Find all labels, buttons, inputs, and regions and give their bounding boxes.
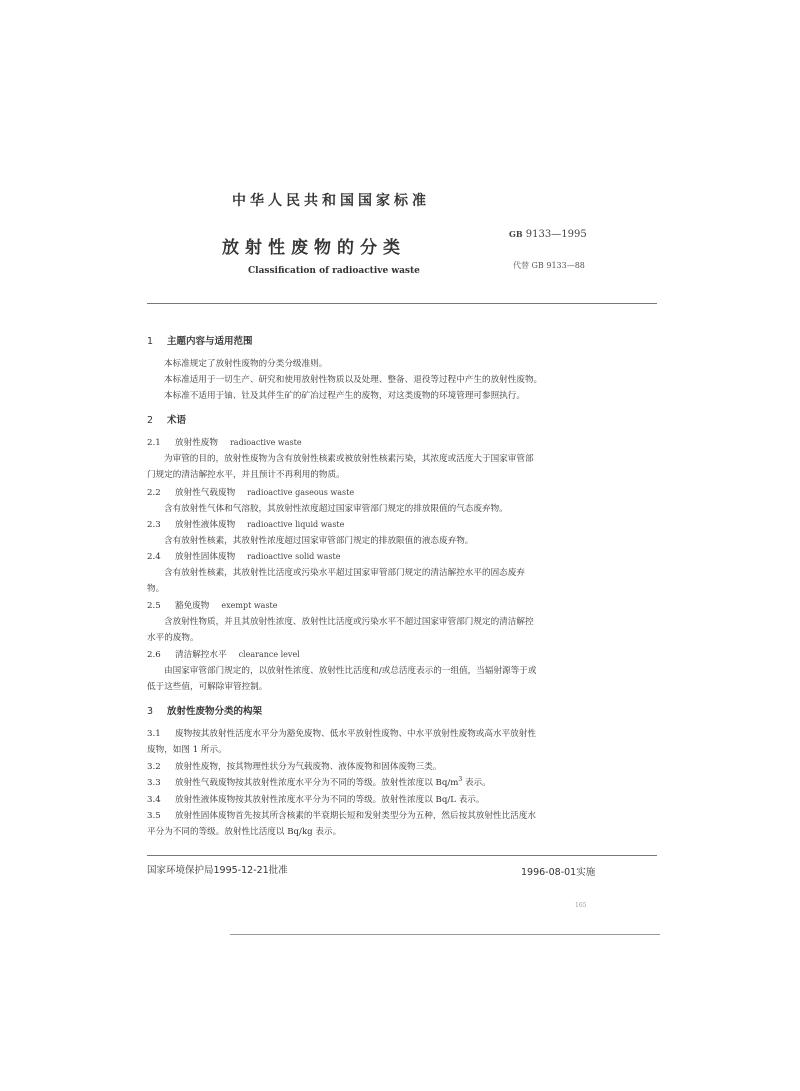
term-chinese: 放射性固体废物 (175, 552, 236, 562)
definition-line: 含有放射性气体和气溶胶，其放射性浓度超过国家审管部门规定的排放限值的气态废弃物。 (164, 504, 508, 514)
definition-line: 水平的废物。 (147, 633, 199, 643)
standard-name: 中华人民共和国国家标准 (232, 193, 430, 209)
term-2-1 (147, 436, 302, 448)
clause-line: 平分为不同的等级。放射性比活度以 Bq/kg 表示。 (147, 827, 342, 837)
term-number: 2.3 (147, 520, 161, 530)
term-chinese: 放射性液体废物 (175, 520, 236, 530)
clause-number: 3.4 (147, 795, 161, 805)
term-2-6 (147, 648, 300, 660)
definition-line: 物。 (147, 584, 165, 594)
clause-text: 放射性液体废物按其放射性浓度水平分为不同的等级。放射性浓度以 Bq/L 表示。 (175, 795, 485, 805)
term-2-4 (147, 550, 340, 562)
clause-number: 3.5 (147, 811, 161, 821)
section-number: 1 (147, 336, 154, 347)
definition-line: 由国家审管部门规定的，以放射性浓度、放射性比活度和/或总活度表示的一组值，当辐射源等于或 (164, 666, 537, 676)
term-number: 2.5 (147, 601, 161, 611)
definition-line: 为审管的目的，放射性废物为含有放射性核素或被放射性核素污染，其浓度或活度大于国家审管部 (164, 454, 534, 464)
term-chinese: 清洁解控水平 (175, 650, 227, 660)
clause-text: 放射性气载废物按其放射性浓度水平分为不同的等级。放射性浓度以 Bq/m (175, 778, 459, 788)
paragraph: 本标准规定了放射性废物的分类分级准则。 (164, 359, 328, 369)
clause-3-2 (147, 760, 441, 772)
section-number: 3 (147, 706, 154, 717)
clause-text-end: 表示。 (462, 778, 491, 788)
term-chinese: 放射性气载废物 (175, 488, 236, 498)
title-chinese: 放射性废物的分类 (222, 238, 406, 258)
section-number: 2 (147, 415, 154, 426)
definition-line: 含放射性物质，并且其放射性浓度、放射性比活度或污染水平不超过国家审管部门规定的清洁解控 (164, 617, 534, 627)
clause-3-5 (147, 809, 536, 821)
effective-date: 1996-08-01实施 (521, 867, 596, 878)
term-english: radioactive gaseous waste (247, 488, 355, 497)
definition-line: 含有放射性核素，其放射性浓度超过国家审管部门规定的排放限值的液态废弃物。 (164, 536, 474, 546)
clause-3-3 (147, 776, 491, 788)
paragraph: 本标准不适用于铀、钍及其伴生矿的矿冶过程产生的废物，对这类废物的环境管理可参照执行。 (164, 391, 525, 401)
term-number: 2.4 (147, 552, 161, 562)
term-chinese: 豁免废物 (175, 601, 210, 611)
section-3-heading (147, 703, 262, 717)
replaces-standard: 代替 GB 9133—88 (513, 261, 585, 270)
standard-number (509, 229, 587, 240)
clause-text: 放射性固体废物首先按其所含核素的半衰期长短和发射类型分为五种，然后按其放射性比活度水 (175, 811, 536, 821)
clause-number: 3.2 (147, 762, 161, 772)
clause-text: 废物按其放射性活度水平分为豁免废物、低水平放射性废物、中水平放射性废物或高水平放射性 (175, 729, 536, 739)
standard-code: 9133—1995 (525, 229, 587, 240)
section-title: 术语 (167, 415, 187, 426)
bottom-divider (230, 934, 660, 935)
term-2-5 (147, 599, 278, 611)
clause-text: 放射性废物，按其物理性状分为气载废物、液体废物和固体废物三类。 (175, 762, 442, 772)
section-2-heading (147, 412, 186, 426)
term-2-3 (147, 518, 344, 530)
paragraph: 本标准适用于一切生产、研究和使用放射性物质以及处理、整备、退役等过程中产生的放射性废物。 (164, 375, 543, 385)
clause-3-1 (147, 727, 536, 739)
approval-note: 国家环境保护局1995-12-21批准 (147, 865, 288, 876)
term-english: clearance level (238, 650, 300, 659)
section-title: 放射性废物分类的构架 (167, 706, 263, 717)
section-title: 主题内容与适用范围 (167, 336, 253, 347)
page-number: 165 (575, 902, 587, 909)
term-english: radioactive waste (229, 438, 302, 447)
clause-number: 3.3 (147, 778, 161, 788)
term-2-2 (147, 486, 354, 498)
term-english: radioactive solid waste (247, 552, 341, 561)
term-number: 2.1 (147, 438, 161, 448)
definition-line: 含有放射性核素，其放射性比活度或污染水平超过国家审管部门规定的清洁解控水平的固态废弃 (164, 568, 525, 578)
definition-line: 低于这些值，可解除审管控制。 (147, 682, 268, 692)
term-number: 2.2 (147, 488, 161, 498)
term-english: radioactive liquid waste (247, 520, 345, 529)
term-english: exempt waste (221, 601, 278, 610)
top-divider (147, 303, 657, 304)
clause-number: 3.1 (147, 729, 161, 739)
clause-line: 废物，如图 1 所示。 (147, 745, 227, 755)
clause-3-4 (147, 793, 484, 805)
definition-line: 门规定的清洁解控水平，并且预计不再利用的物质。 (147, 470, 345, 480)
standard-prefix: GB (509, 229, 523, 239)
footer-divider (147, 855, 657, 856)
term-number: 2.6 (147, 650, 161, 660)
superscript: 3 (458, 776, 463, 784)
section-1-heading (147, 333, 253, 347)
title-english: Classification of radioactive waste (248, 266, 420, 276)
term-chinese: 放射性废物 (175, 438, 218, 448)
